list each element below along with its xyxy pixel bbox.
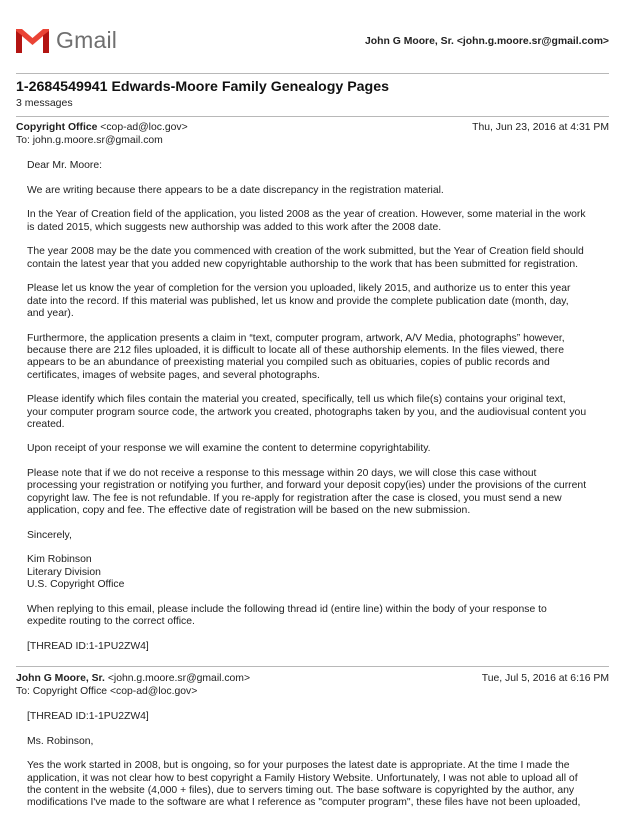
body-line: Please note that if we do not receive a response to this message within 20 days, we will close this case without — [27, 468, 537, 480]
paragraph-gap — [27, 172, 607, 184]
header-divider — [16, 73, 609, 74]
body-line: Upon receipt of your response we will examine the content to determine copyrightability. — [27, 443, 431, 455]
body-line: the content in the website (4,000 + files), due to servers timing out. The base software is copyrighted by the author, any — [27, 784, 575, 796]
body-line: We are writing because there appears to be a date discrepancy in the registration material. — [27, 184, 444, 196]
message-body — [27, 711, 607, 810]
message-date: Thu, Jun 23, 2016 at 4:31 PM — [472, 122, 609, 133]
body-paragraph — [27, 394, 607, 431]
paragraph-gap — [27, 542, 607, 554]
body-line: Please identify which files contain the material you created, specifically, tell us which file(s) contains your original text, — [27, 394, 566, 406]
body-paragraph — [27, 443, 607, 455]
sender-email: <john.g.moore.sr@gmail.com> — [107, 673, 251, 684]
body-paragraph — [27, 333, 607, 382]
recipient-line: To: john.g.moore.sr@gmail.com — [16, 135, 163, 146]
body-paragraph — [27, 185, 607, 197]
body-line: is dated 2015, which suggests new authorship was added to this work after the 2008 date. — [27, 221, 442, 233]
body-paragraph — [27, 641, 607, 653]
message-header — [16, 673, 609, 699]
body-line: The year 2008 may be the date you commenced with creation of the work submitted, but the Year of Creation field should — [27, 246, 584, 258]
body-line: expedite routing to the correct office. — [27, 616, 195, 628]
paragraph-gap — [27, 517, 607, 529]
page-header — [0, 0, 625, 70]
body-line: Sincerely, — [27, 529, 72, 541]
body-line: and year). — [27, 307, 74, 319]
recipient-line: To: Copyright Office <cop-ad@loc.gov> — [16, 686, 198, 697]
body-paragraph — [27, 711, 607, 723]
message-date: Tue, Jul 5, 2016 at 6:16 PM — [481, 673, 609, 684]
thread-divider — [16, 116, 609, 117]
body-line: contain the latest year that you added new copyrightable authorship to the work that has been submitted for registration. — [27, 258, 579, 270]
body-line: Furthermore, the application presents a claim in “text, computer program, artwork, A/V Media, photographs” however, — [27, 332, 565, 344]
body-line: certificates, images of website pages, and several photographs. — [27, 369, 320, 381]
body-paragraph — [27, 160, 607, 172]
body-paragraph — [27, 468, 607, 517]
body-paragraph — [27, 736, 607, 748]
thread-subject: 1-2684549941 Edwards-Moore Family Genealogy Pages — [16, 79, 389, 95]
body-line: processing your registration or notifying you further, and forward your deposit copy(ies) under the provisions of the current — [27, 480, 587, 492]
body-paragraph — [27, 530, 607, 542]
paragraph-gap — [27, 320, 607, 332]
sender-name: John G Moore, Sr. — [16, 673, 105, 684]
body-line: appears to be an abundance of preexisting material you compiled such as obituaries, copies of public records and — [27, 357, 550, 369]
paragraph-gap — [27, 431, 607, 443]
body-paragraph — [27, 246, 607, 271]
from-line — [16, 673, 609, 686]
body-line: your computer program source code, the artwork you created, photographs taken by you, and the audiovisual content you — [27, 406, 587, 418]
body-line: In the Year of Creation field of the application, you listed 2008 as the year of creation. However, some material in the work — [27, 209, 586, 221]
body-line: created. — [27, 418, 65, 430]
body-line: [THREAD ID:1-1PU2ZW4] — [27, 640, 149, 652]
body-paragraph — [27, 604, 607, 629]
body-paragraph — [27, 554, 607, 591]
paragraph-gap — [27, 591, 607, 603]
body-line: application, copy and fee. The effective date of registration will be based on the new submission. — [27, 505, 471, 517]
gmail-logo — [16, 27, 117, 54]
sender-name: Copyright Office — [16, 122, 98, 133]
paragraph-gap — [27, 234, 607, 246]
body-paragraph — [27, 283, 607, 320]
body-line: Yes the work started in 2008, but is ongoing, so for your purposes the latest date is appropriate. At the time I made the — [27, 760, 570, 772]
gmail-wordmark: Gmail — [56, 27, 118, 53]
body-line: Kim Robinson — [27, 554, 92, 566]
paragraph-gap — [27, 628, 607, 640]
body-line: copyright law. The fee is not refundable. If you re-apply for registration after the case is closed, you must send a new — [27, 492, 562, 504]
paragraph-gap — [27, 456, 607, 468]
body-line: Dear Mr. Moore: — [27, 160, 103, 171]
body-paragraph — [27, 209, 607, 234]
message-header — [16, 122, 609, 148]
paragraph-gap — [27, 271, 607, 283]
paragraph-gap — [27, 723, 607, 735]
message-body — [27, 160, 607, 653]
body-line: because there are 212 files uploaded, it is difficult to locate all of these authorship elements. In the files viewed, there — [27, 344, 564, 356]
paragraph-gap — [27, 382, 607, 394]
gmail-envelope-icon — [16, 29, 49, 53]
message-count: 3 messages — [16, 97, 73, 109]
body-line: [THREAD ID:1-1PU2ZW4] — [27, 711, 149, 722]
body-line: Ms. Robinson, — [27, 735, 94, 747]
paragraph-gap — [27, 748, 607, 760]
body-line: When replying to this email, please include the following thread id (entire line) within the body of your response to — [27, 603, 547, 615]
body-line: Please let us know the year of completion for the version you uploaded, likely 2015, and authorize us to enter this year — [27, 283, 571, 295]
message-divider — [16, 666, 609, 667]
body-line: U.S. Copyright Office — [27, 579, 125, 591]
body-line: date into the record. If this material was published, let us know and provide the complete publication date (month, day, — [27, 295, 569, 307]
body-line: modifications I've made to the software are what I reference as "computer program", these files have not been uploaded, — [27, 797, 581, 809]
paragraph-gap — [27, 197, 607, 209]
account-label: John G Moore, Sr. <john.g.moore.sr@gmail.com> — [365, 36, 609, 47]
sender-email: <cop-ad@loc.gov> — [100, 122, 188, 133]
body-paragraph — [27, 760, 607, 809]
body-line: application, it was not clear how to best copyright a Family History Website. Unfortunately, I was not able to upload all of — [27, 772, 578, 784]
body-line: Literary Division — [27, 566, 101, 578]
from-line — [16, 122, 609, 135]
